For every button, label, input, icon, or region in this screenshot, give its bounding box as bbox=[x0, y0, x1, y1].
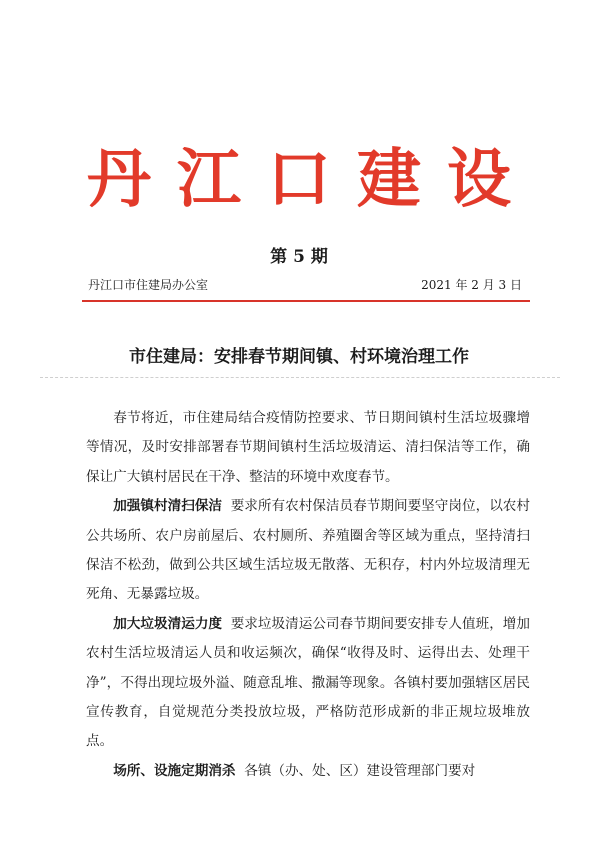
paragraph-text: 春节将近，市住建局结合疫情防控要求、节日期间镇村生活垃圾骤增等情况，及时安排部署春节期间镇村生活垃圾清运、清扫保洁等工作，确保让广大镇村居民在干净、整洁的环境中欢度春节。 bbox=[86, 410, 530, 485]
article-title: 市住建局：安排春节期间镇、村环境治理工作 bbox=[129, 347, 469, 367]
paragraph bbox=[86, 757, 530, 786]
paragraph-lead: 加强镇村清扫保洁 bbox=[113, 498, 223, 515]
issuing-office: 丹江口市住建局办公室 bbox=[88, 278, 209, 292]
issue-number: 第 5 期 bbox=[270, 247, 328, 267]
paragraph bbox=[86, 404, 530, 492]
issue-date: 2021 年 2 月 3 日 bbox=[421, 278, 522, 292]
paragraph bbox=[86, 610, 530, 757]
paragraph-text: 要求垃圾清运公司春节期间要安排专人值班，增加农村生活垃圾清运人员和收运频次，确保“收得及时、运得出去、处理干净”，不得出现垃圾外溢、随意乱堆、撒漏等现象。各镇村要加强辖区居民宣传教育，自觉规范分类投放垃圾，严格防范形成新的非正规垃圾堆放点。 bbox=[86, 615, 530, 750]
scan-artifact-line bbox=[40, 377, 560, 378]
paragraph-lead: 场所、设施定期消杀 bbox=[113, 762, 236, 779]
paragraph-text: 各镇（办、处、区）建设管理部门要对 bbox=[244, 762, 476, 779]
paragraph-lead: 加大垃圾清运力度 bbox=[113, 615, 223, 632]
paragraph-text: 要求所有农村保洁员春节期间要坚守岗位，以农村公共场所、农户房前屋后、农村厕所、养殖圈舍等区域为重点，坚持清扫保洁不松劲，做到公共区域生活垃圾无散落、无积存，村内外垃圾清理无死角、无暴露垃圾。 bbox=[86, 498, 530, 603]
article-body bbox=[86, 404, 530, 786]
red-divider bbox=[82, 300, 530, 302]
paragraph bbox=[86, 492, 530, 610]
masthead-title: 丹江口建设 bbox=[87, 142, 537, 217]
